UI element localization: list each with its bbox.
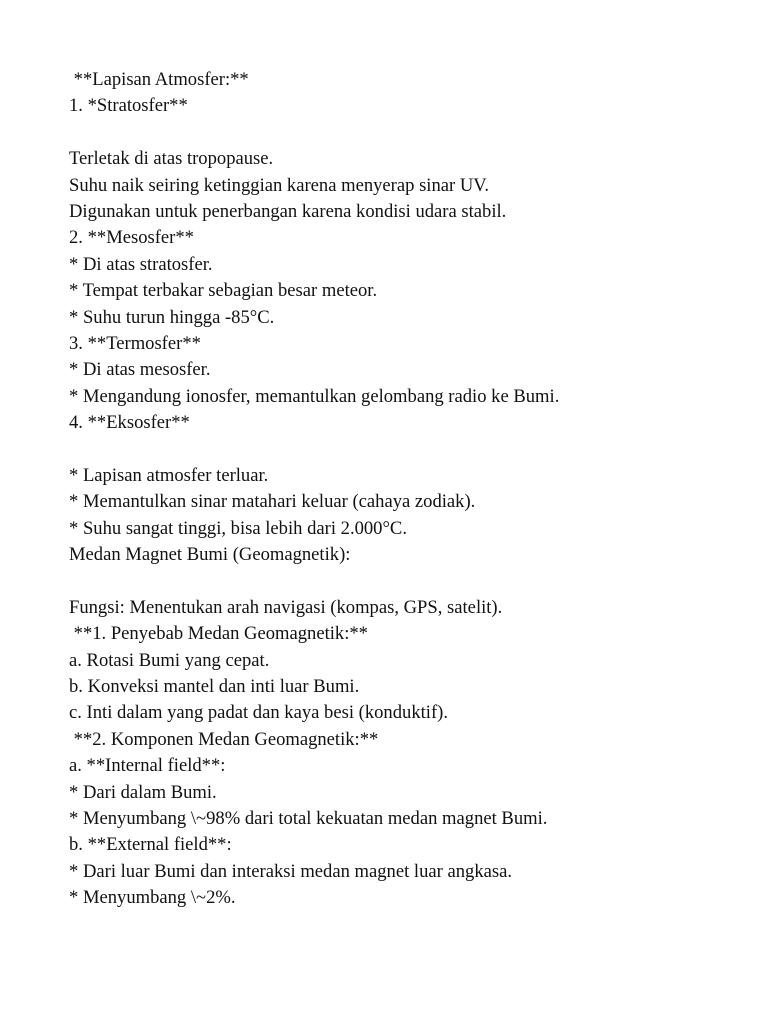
bullet-line: * Dari dalam Bumi. [69, 781, 217, 803]
list-item: c. Inti dalam yang padat dan kaya besi (konduktif). [69, 702, 448, 724]
bullet-line: * Suhu sangat tinggi, bisa lebih dari 2.000°C. [69, 517, 407, 539]
blank-line [69, 568, 749, 594]
heading-medan-magnet: Medan Magnet Bumi (Geomagnetik): [69, 544, 351, 566]
list-item-stratosfer: 1. *Stratosfer** [69, 95, 188, 117]
heading-lapisan-atmosfer: **Lapisan Atmosfer:** [69, 69, 249, 90]
list-item-eksosfer: 4. **Eksosfer** [69, 412, 190, 434]
list-item-internal-field: a. **Internal field**: [69, 755, 226, 777]
heading-penyebab: **1. Penyebab Medan Geomagnetik:** [69, 623, 368, 645]
list-item-mesosfer: 2. **Mesosfer** [69, 227, 194, 249]
text-line: Fungsi: Menentukan arah navigasi (kompas, GPS, satelit). [69, 596, 503, 618]
text-line: Digunakan untuk penerbangan karena kondisi udara stabil. [69, 200, 507, 222]
list-item-external-field: b. **External field**: [69, 834, 232, 856]
bullet-line: * Lapisan atmosfer terluar. [69, 464, 269, 486]
bullet-line: * Tempat terbakar sebagian besar meteor. [69, 280, 378, 302]
bullet-line: * Di atas mesosfer. [69, 359, 211, 381]
bullet-line: * Suhu turun hingga -85°C. [69, 306, 275, 328]
blank-line [69, 120, 749, 146]
list-item: a. Rotasi Bumi yang cepat. [69, 649, 270, 671]
text-line: Terletak di atas tropopause. [69, 148, 274, 170]
bullet-line: * Menyumbang \~2%. [69, 887, 236, 909]
text-line: Suhu naik seiring ketinggian karena menyerap sinar UV. [69, 174, 489, 196]
bullet-line: * Dari luar Bumi dan interaksi medan magnet luar angkasa. [69, 860, 513, 882]
bullet-line: * Menyumbang \~98% dari total kekuatan medan magnet Bumi. [69, 807, 548, 829]
bullet-line: * Di atas stratosfer. [69, 253, 213, 275]
bullet-line: * Memantulkan sinar matahari keluar (cahaya zodiak). [69, 491, 476, 513]
blank-line [69, 436, 749, 462]
list-item-termosfer: 3. **Termosfer** [69, 332, 201, 354]
list-item: b. Konveksi mantel dan inti luar Bumi. [69, 675, 360, 697]
heading-komponen: **2. Komponen Medan Geomagnetik:** [69, 728, 379, 750]
bullet-line: * Mengandung ionosfer, memantulkan gelombang radio ke Bumi. [69, 385, 560, 407]
document-text [69, 67, 749, 912]
